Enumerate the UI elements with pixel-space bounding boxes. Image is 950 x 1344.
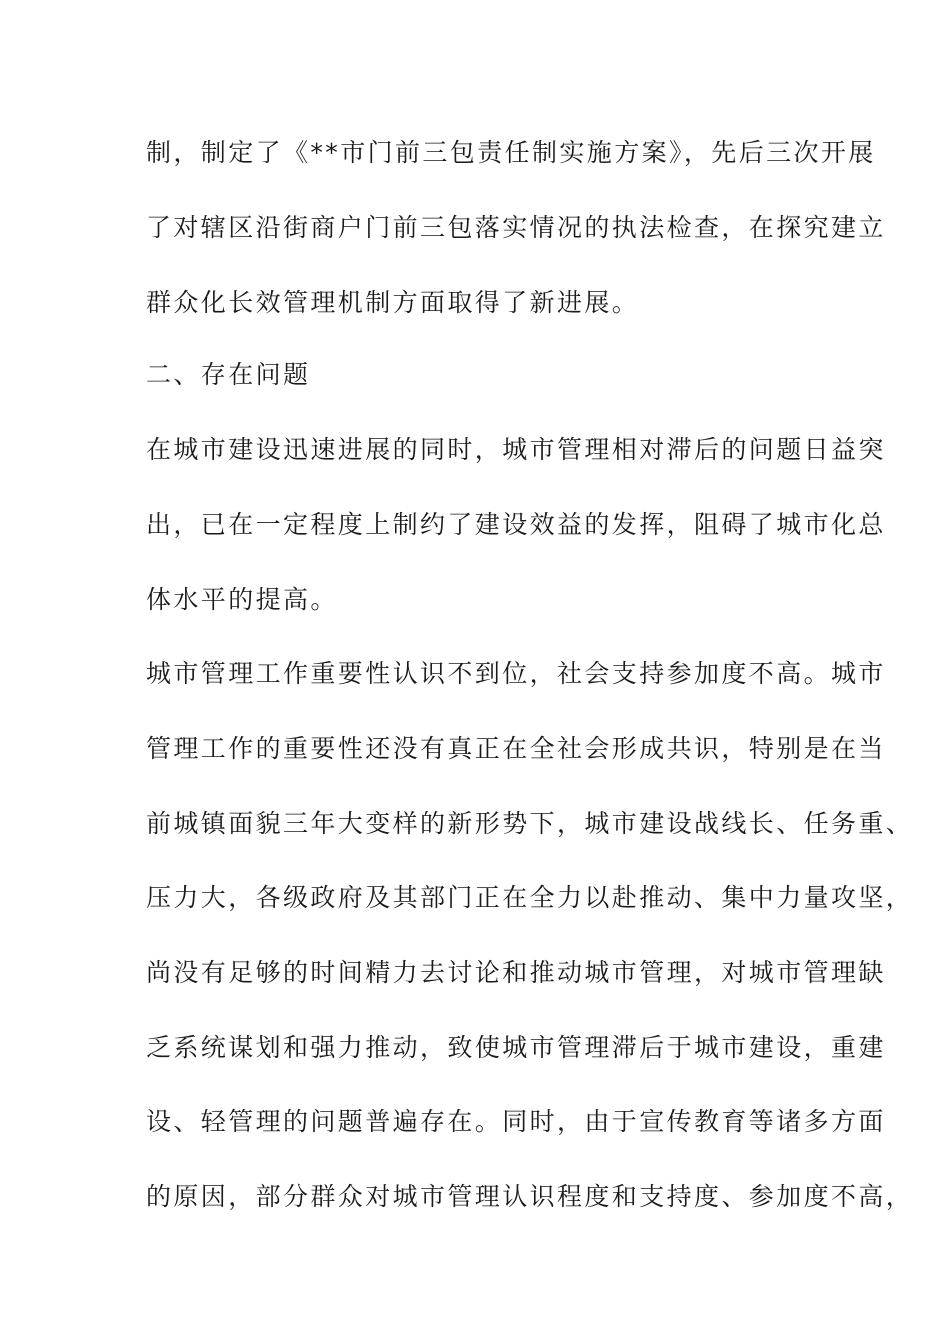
paragraph-line: 乏系统谋划和强力推动，致使城市管理滞后于城市建设，重建: [146, 1033, 886, 1062]
paragraph-line: 了对辖区沿街商户门前三包落实情况的执法检查，在探究建立: [146, 213, 886, 242]
paragraph-line: 城市管理工作重要性认识不到位，社会支持参加度不高。城市: [146, 659, 886, 688]
paragraph-line: 群众化长效管理机制方面取得了新进展。: [146, 288, 640, 317]
paragraph-line: 在城市建设迅速进展的同时，城市管理相对滞后的问题日益突: [146, 435, 886, 464]
paragraph-line: 尚没有足够的时间精力去讨论和推动城市管理，对城市管理缺: [146, 958, 886, 987]
paragraph-line: 设、轻管理的问题普遍存在。同时，由于宣传教育等诸多方面: [146, 1107, 886, 1136]
paragraph-line: 的原因，部分群众对城市管理认识程度和支持度、参加度不高，: [146, 1182, 914, 1211]
paragraph-line: 前城镇面貌三年大变样的新形势下，城市建设战线长、任务重、: [146, 809, 914, 838]
paragraph-line: 制，制定了《**市门前三包责任制实施方案》，先后三次开展: [146, 138, 876, 167]
section-heading: 二、存在问题: [146, 360, 311, 389]
paragraph-line: 压力大，各级政府及其部门正在全力以赴推动、集中力量攻坚，: [146, 883, 914, 912]
paragraph-line: 体水平的提高。: [146, 585, 338, 614]
paragraph-line: 出，已在一定程度上制约了建设效益的发挥，阻碍了城市化总: [146, 510, 886, 539]
paragraph-line: 管理工作的重要性还没有真正在全社会形成共识，特别是在当: [146, 734, 886, 763]
